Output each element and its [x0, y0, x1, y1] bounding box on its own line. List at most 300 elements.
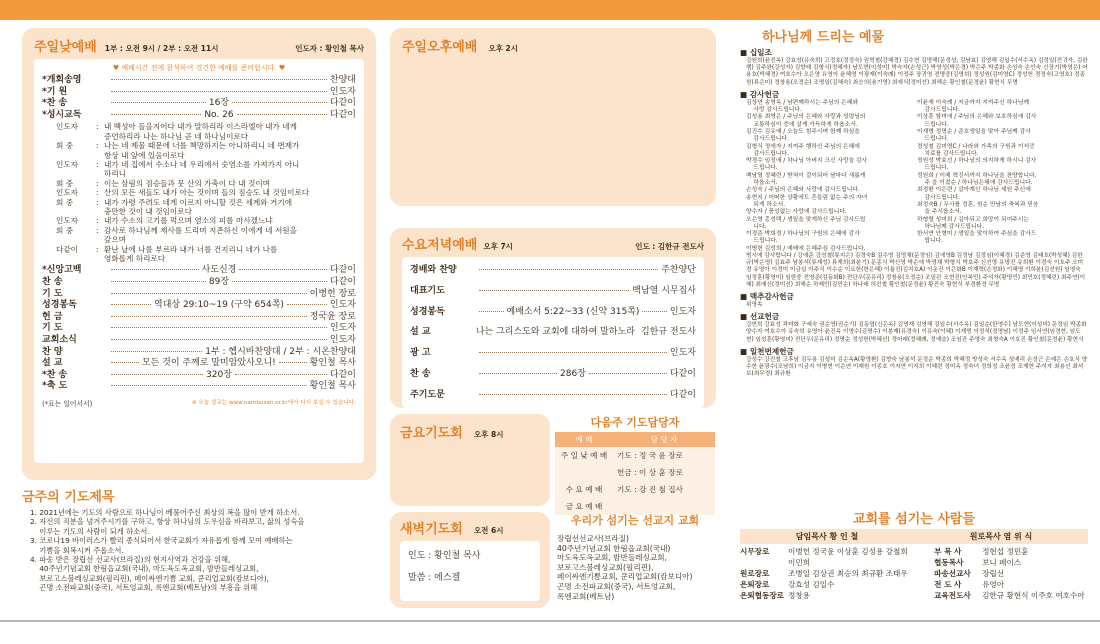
leader-dots — [239, 269, 327, 270]
leader-dots — [111, 293, 307, 294]
list-item: 치료를 감사드립니다. — [917, 150, 979, 157]
responsive-sep — [96, 207, 104, 216]
list-item: 김성용 최영은 / 주님의 은혜와 사랑과 성령님의 — [746, 114, 866, 121]
responsive-sep: : — [96, 141, 99, 151]
morning-preacher: 인도자 : 황인철 목사 — [295, 44, 364, 53]
leader-dots — [479, 311, 504, 312]
prayer-topics — [22, 486, 376, 593]
order-item: 16장 — [208, 98, 230, 109]
order-label: 설 교 — [410, 327, 431, 338]
staff-names: 정창용 — [788, 591, 811, 600]
leader-dots — [111, 316, 307, 317]
order-row — [42, 75, 356, 87]
leader-dots — [479, 352, 667, 353]
standing-footnote: (*표는 일어서서) — [42, 400, 93, 408]
leader-dots — [235, 374, 327, 375]
leader-dots — [111, 374, 203, 375]
staff-row — [740, 546, 928, 557]
order-person: 다같이 — [669, 389, 696, 400]
prayer-title: 금주의 기도제목 — [22, 490, 115, 505]
afternoon-time: 오후 2시 — [488, 44, 519, 53]
order-person: 다같이 — [329, 277, 356, 288]
staff-names: 조병일 김상권 최승의 최규환 조태우 — [788, 569, 908, 578]
list-item: 장립선선교사(브라질) — [557, 534, 629, 543]
list-item: 보로고스블레싱교회(필리핀), 페이싸엔기쁨 교회, 쿤리업교회(캄보디아), — [30, 573, 269, 583]
leader-dots — [111, 351, 202, 352]
staff-names: 유영아 — [982, 580, 1005, 589]
responsive-sep: : — [96, 178, 99, 188]
responsive-text: 내가 가령 주려도 네게 이르지 아니할 것은 세계와 거기에 — [104, 197, 293, 207]
order-person: 백남열 시무집사 — [632, 285, 696, 296]
responsive-text: 갚으며 — [104, 235, 127, 245]
responsive-speaker — [56, 151, 96, 160]
leader-dots — [232, 281, 327, 282]
afternoon-title: 주일오후예배 — [402, 40, 478, 55]
thanks-title: ■ 감사헌금 — [740, 89, 780, 99]
fri-time: 오후 8시 — [473, 430, 504, 439]
list-item: 마도육도옥교회, 밤반들레싱교회, — [557, 553, 667, 563]
order-row — [42, 277, 356, 289]
responsive-line — [42, 188, 356, 197]
list-item: 1. 2021년에는 기도의 사람으로 하나님이 베풀어주신 최상의 복을 많이 받게 하소서. — [30, 508, 300, 517]
responsive-speaker: 회 중 — [56, 178, 74, 188]
order-label: *축 도 — [42, 381, 68, 392]
order-person: 김한규 전도사 — [640, 327, 696, 338]
order-item: 역대상 29:10~19 (구약 654쪽) — [154, 300, 284, 311]
list-item: 정원성 박효선 / 하나님의 의지하게 하시니 감사 — [917, 158, 1037, 165]
senior-pastor: 담임목사 황 인 철 — [795, 532, 859, 541]
responsive-text: 내가 수소의 고기를 먹으며 염소의 피를 마시겠느냐 — [104, 216, 273, 226]
duty-person: 기도 : 강 진 철 집사 — [617, 485, 683, 494]
duty-person: 헌금 : 이 상 훈 장로 — [617, 468, 683, 477]
leader-dots — [589, 373, 667, 374]
morning-service-panel — [22, 28, 376, 480]
list-item: 김상연 송영옥 / 남편께하시는 주님의 은혜와 — [746, 99, 858, 106]
staff-row — [934, 579, 1088, 590]
order-label: 광 고 — [410, 348, 431, 359]
list-item: 이재명 정명순 / 준호생일을 맞아 주님께 감사 — [917, 129, 1031, 135]
responsive-speaker: 인도자 — [56, 216, 79, 226]
list-item: 정성철 김미영C / 나라와 가족의 구원과 이석증 — [917, 143, 1035, 150]
list-item: 4. 파송 받은 장립선 선교사(브라질)의 현지사역과 건강을 위해, — [30, 555, 231, 565]
staff-names: 보니 페이스 — [982, 558, 1022, 567]
order-row — [410, 343, 696, 364]
leader-dots — [111, 385, 307, 386]
list-item: 하형렬 성미희 / 김아되고 희망이 되어주시는 — [917, 216, 1029, 223]
dawn-title: 새벽기도회 — [400, 522, 463, 537]
order-row — [410, 302, 696, 323]
responsive-text: 환난 날에 나를 부르라 내가 너를 건지리니 네가 나를 — [104, 244, 278, 254]
order-item: 예배소서 5:22~33 (신약 315쪽) — [506, 306, 640, 317]
dawn-service-panel — [390, 512, 550, 608]
mission-offering-title: ■ 선교헌금 — [740, 312, 780, 322]
tithe-title: ■ 십일조 — [740, 48, 772, 57]
duty-head-person: 담 당 자 — [650, 435, 678, 444]
list-item: 이루는 기도의 사람이 되게 하소서. — [30, 526, 150, 536]
wed-order — [402, 257, 704, 408]
afternoon-service-panel — [390, 28, 716, 206]
list-item: 이상훈 함미애 / 주님의 은혜와 보호하심에 감사 — [917, 114, 1037, 121]
duty-table — [555, 432, 715, 515]
prayer-duty — [555, 414, 715, 515]
responsive-speaker — [56, 235, 96, 244]
responsive-speaker: 인도자 — [56, 188, 79, 198]
list-item: 보로고스블레싱교회(필리핀), — [557, 562, 654, 572]
list-item: 록엔교회(베트남) — [557, 591, 615, 601]
responsive-speaker — [56, 132, 96, 141]
order-label: 헌 금 — [42, 311, 63, 322]
list-item: 사랑 감사드립니다. — [746, 107, 802, 114]
order-person: 황인철 목사 — [309, 358, 357, 369]
wednesday-service-panel — [390, 228, 716, 408]
responsive-text: 나는 네 제물 때문에 너를 책망하지는 아니하리니 네 번제가 — [104, 141, 300, 151]
mission-churches — [555, 512, 715, 601]
list-item: 하옵소서. — [746, 180, 778, 187]
dawn-time: 오전 6시 — [473, 526, 504, 535]
list-item: 양수자 / 풍성없는 사랑에 감사드립니다. — [746, 209, 847, 216]
order-label: 설 교 — [42, 358, 63, 369]
staff-role: 은퇴협동장로 — [740, 591, 785, 600]
tithe-list: 강원희(윤진옥) 강효성(유숙희) 고정호(정정숙) 권혁철(강혜경) 김수현 김명해(문정성, 김남효) 김영해 김일수(서수옥) 김정일(전귀자, 김완램) 김주완(강성자) 김향래 김형식(정혜자) 남도현(이성미) 박숙자(손성근) 박영성(박은경) 박은주 박종화 손성숙 손인숙 신장기(박영은) 어용호(박혜경) 여호수아 오은영 유영아 윤혜영 이광재(이숙례) 이정주 장귀영 전명중(김영희) 정성원(김미영C) 정성헌 정정숙(고영호) 정종원(류은미) 정창용(오정순) 조명일(김혜숙) 최승의(용기영) 최예식(정미선) 최해순 황인철(문정윤) 황현식 무명 — [746, 58, 1088, 86]
responsive-sep — [96, 254, 104, 263]
staff-names: 강효성 김일수 — [788, 580, 835, 589]
staff-role: 교육전도사 — [934, 591, 971, 600]
order-label: 경배와 찬양 — [410, 265, 457, 275]
list-item: 감사드립니다. — [917, 194, 960, 201]
fri-title: 금요기도회 — [400, 426, 463, 441]
order-person: 다같이 — [329, 265, 356, 276]
list-item: 3. 코로나19 바이러스가 빨리 종식되어서 한국교회가 자유롭게 함께 모여 예배하는 — [30, 536, 293, 546]
website-notice[interactable]: ※ 오늘 설교는 www.nambusan.or.kr에서 다시 보실 수 있습니다. — [191, 400, 356, 406]
staff-row — [934, 546, 1088, 557]
responsive-sep: : — [96, 122, 99, 132]
staff-role: 협동목사 — [934, 558, 964, 567]
order-label: 성경봉독 — [42, 300, 77, 311]
responsive-sep: : — [96, 244, 99, 254]
list-item: 최경환 이은련 / 살아계신 하나님 세원 주신에 — [917, 187, 1031, 194]
leader-dots — [111, 339, 327, 340]
list-item: 2. 자신의 직분을 넘겨주시기를 구하고, 항상 하나님의 도우심을 바라보고, 삶의 성숙을 — [30, 517, 305, 527]
order-person: 황인철 목사 — [309, 381, 356, 392]
responsive-sep: : — [96, 160, 99, 169]
list-item: 드립니다. — [746, 165, 778, 172]
offerings-title: 하나님께 드리는 예물 — [762, 30, 885, 45]
list-item: 곤명 소전파교회(중국), 서트엉교회, — [557, 581, 676, 591]
responsive-sep — [96, 132, 104, 141]
staff-names: 김한규 황현식 이주호 여호수아 — [982, 591, 1085, 600]
leader-dots — [479, 290, 629, 291]
thanks-right — [917, 100, 1088, 253]
order-row — [42, 87, 356, 99]
list-item: 주 을 이겼순 / 하나님은혜에 감사드립니다. — [917, 180, 1033, 187]
list-item: 드립니다. — [917, 121, 949, 128]
dawn-leader: 인도 : 황인철 목사 — [408, 551, 481, 561]
leader-dots — [479, 269, 658, 270]
order-person: 정국윤 장로 — [309, 311, 356, 322]
dawn-word: 말씀 : 에스겔 — [408, 573, 461, 583]
order-row — [42, 370, 356, 382]
responsive-sep: : — [96, 188, 99, 198]
leader-dots — [111, 362, 139, 363]
responsive-speaker — [56, 254, 96, 263]
leader-dots — [111, 114, 201, 115]
leader-dots — [279, 362, 307, 363]
list-item: 하나님께 감사드립니다. — [917, 223, 985, 230]
staff-row — [740, 590, 928, 601]
order-person: 인도자 — [329, 335, 356, 346]
responsive-line — [42, 216, 356, 225]
duty-row — [555, 447, 715, 464]
order-row — [42, 98, 356, 110]
list-item: 손성숙 / 주님의 은혜와 사랑에 감사드립니다. — [746, 187, 860, 194]
order-row — [42, 265, 356, 277]
order-row — [42, 335, 356, 347]
duty-service: 금 요 예 배 — [565, 502, 603, 511]
list-item: 교통하심이 중에 살게 가득하게 하옵소서. — [746, 121, 858, 128]
leader-dots — [287, 304, 327, 305]
order-label: 주기도문 — [410, 389, 445, 400]
staff-names: 이민희 — [788, 558, 811, 567]
order-person: 다같이 — [329, 98, 356, 109]
responsive-sep — [96, 169, 104, 178]
order-label: 교회소식 — [42, 335, 77, 346]
staff-names: 이병헌 정국윤 이상훈 김성용 강철희 — [788, 547, 908, 556]
order-person: 다같이 — [329, 369, 356, 380]
responsive-text: 이는 삼림의 짐승들과 뭇 산의 가축이 다 내 것이며 — [104, 178, 271, 188]
duty-title: 다음주 기도담당자 — [590, 416, 680, 429]
top-bar — [0, 0, 1100, 20]
morning-times: 1부 : 오전 9시 / 2부 : 오전 11시 — [104, 44, 219, 53]
leader-dots — [232, 102, 327, 103]
order-row — [42, 312, 356, 324]
list-item: 되게 하소서. — [746, 201, 786, 208]
list-item: 을 주시옵소서. — [917, 209, 962, 216]
duty-person: 기도 : 정 국 윤 장로 — [617, 451, 683, 460]
list-item: 오은영 홍성택 / 생일을 맞게하신 주님 감사드립 — [746, 216, 866, 223]
staff-row — [740, 579, 928, 590]
list-item: 김형식 정애자 / 지켜주 행하신 주님의 은혜에 — [746, 143, 860, 150]
list-item: 드립니다. — [746, 238, 778, 245]
list-item: 드립니다. — [917, 165, 949, 172]
responsive-sep — [96, 235, 104, 244]
order-label: *개회송영 — [42, 75, 82, 85]
staff-row — [740, 557, 928, 568]
bottom-divider — [0, 620, 1100, 622]
leader-dots — [237, 114, 327, 115]
leader-dots — [479, 394, 667, 395]
responsive-text: 충만한 것이 내 것임이로다 — [104, 207, 192, 217]
responsive-text: 증언하리라 나는 하나님 곧 네 하나님이로다 — [104, 131, 249, 141]
order-item: 89장 — [208, 277, 230, 288]
order-row — [410, 364, 696, 385]
responsive-speaker: 회 중 — [56, 225, 74, 235]
duty-service: 수 요 예 배 — [565, 485, 603, 494]
order-row — [42, 110, 356, 122]
order-person: 인도자 — [669, 348, 696, 359]
list-item: 페이싸엔기쁨교회, 쿤리업교회(캄보디아) — [557, 572, 693, 582]
responsive-speaker: 인도자 — [56, 160, 79, 169]
order-person: 다같이 — [669, 368, 696, 379]
morning-title: 주일낮예배 — [34, 40, 97, 55]
list-item: 감사드립니다. — [746, 150, 789, 157]
leader-dots — [642, 311, 667, 312]
order-row — [42, 381, 356, 393]
staff-names: 장립선 — [982, 569, 1005, 578]
responsive-text: 내가 네 집에서 수소나 네 우리에서 숫염소를 가져가지 아니 — [104, 160, 300, 169]
staff-role: 시무장로 — [740, 547, 770, 556]
list-item: 감사드립니다. — [746, 136, 789, 143]
staff-row — [934, 568, 1088, 579]
staff-row — [934, 590, 1088, 601]
order-row — [42, 300, 356, 312]
staff-section — [740, 508, 1088, 601]
responsive-line — [42, 245, 356, 254]
order-person: 인도자 — [329, 323, 356, 334]
leader-dots — [111, 304, 151, 305]
order-item: 286장 — [560, 368, 586, 379]
responsive-sep — [96, 151, 104, 160]
duty-row — [555, 481, 715, 498]
staff-title: 교회를 섬기는 사람들 — [852, 512, 976, 527]
leader-dots — [111, 281, 206, 282]
responsive-text: 산의 모든 새들도 내가 아는 것이며 들의 짐승도 내 것임이로다 — [104, 188, 310, 198]
duty-row — [555, 464, 715, 481]
prayer-list — [22, 508, 376, 593]
wed-time: 오후 7시 — [483, 242, 513, 251]
order-item: 모든 것이 주께로 말미암았사오니! — [141, 358, 276, 369]
responsive-speaker — [56, 169, 96, 178]
list-item: 립니다. — [917, 238, 944, 245]
list-item: 정원희 / 이제 혁진서까지 하나님을 찬양합니다. — [917, 172, 1037, 179]
staff-row — [934, 557, 1088, 568]
order-person: 찬양대 — [329, 75, 356, 85]
staff-left — [740, 546, 928, 601]
responsive-line — [42, 179, 356, 188]
order-person: 주찬양단 — [661, 265, 696, 275]
emeritus-pastor: 원로목사 염 위 식 — [969, 532, 1033, 541]
responsive-line — [42, 198, 356, 207]
order-row — [42, 358, 356, 370]
order-label: 찬 양 — [42, 346, 63, 357]
responsive-speaker: 회 중 — [56, 197, 74, 207]
morning-order-bottom — [42, 265, 356, 393]
order-person: 인도자 — [329, 86, 356, 97]
leader-dots — [111, 91, 327, 92]
friday-service-panel — [390, 414, 550, 506]
leader-dots — [479, 373, 557, 374]
list-item: 한서연 안형미 / 생일을 맞이하여 주심을 감사드 — [917, 231, 1037, 238]
responsive-text: 하리니 — [104, 169, 127, 179]
order-person: 다같이 — [329, 109, 357, 120]
leader-dots — [111, 102, 206, 103]
responsive-line — [42, 132, 356, 141]
missions-title: 우리가 섬기는 선교지 교회 — [570, 514, 700, 527]
harvest-list: 위영속 — [746, 302, 763, 309]
staff-role: 은퇴장로 — [740, 580, 770, 589]
responsive-text: 감사로 하나님께 제사를 드리며 지존하신 이에게 네 서원을 — [104, 225, 297, 235]
responsive-text: 내 백성아 들을지어다 내가 말하리라 이스라엘아 내가 네게 — [104, 122, 297, 132]
responsive-text: 영화롭게 하리로다 — [104, 254, 166, 264]
list-item: 드립니다. — [917, 136, 949, 143]
list-item: 이병헌 김성희 / 예배에 은혜주심 감사드립니다. — [746, 245, 866, 252]
duty-service — [555, 464, 613, 481]
missions-list — [555, 534, 715, 601]
responsive-speaker: 다같이 — [56, 244, 79, 254]
thanks-left — [746, 100, 917, 253]
order-item: 사도신경 — [201, 265, 237, 276]
list-item: 이경준 박희경 / 하나님의 구원의 은혜에 감사 — [746, 231, 860, 238]
order-item: 1부 : 헵시바찬양대 / 2부 : 시온찬양대 — [205, 346, 356, 357]
list-item: 김진수 김유예 / 오늘도 힘주시며 함께 하심을 — [746, 129, 860, 135]
morning-order-top — [42, 75, 356, 121]
leader-dots — [111, 327, 327, 328]
order-label: 기 도 — [42, 323, 63, 334]
staff-role: 원로장로 — [740, 569, 770, 578]
list-item: 40주년기념교회 한림읍교회(국내), 마도육도옥교회, 밤반들레싱교회, — [30, 564, 259, 574]
staff-role: 파송선교사 — [934, 569, 971, 578]
list-item: 곤명 소전파교회(중국), 서트엉교회, 록엔교회(베트남)의 부흥을 위해 — [30, 583, 258, 593]
responsive-sep: : — [96, 225, 99, 235]
list-item: 박경수 임정애 / 하나님 아버지 크신 사랑을 감사 — [746, 158, 868, 165]
order-item: 320장 — [206, 369, 232, 380]
thanks-tail: 범시에 감사합니다 / 강에준 강성철(류지은) 김경숙B 김수영 김영채(문정임) 김에영B 김정남 김정심(이혜경) 김준영 김태호(박성혜) 김한규(박은영) 김효주 남봉석(류재성) 류재희(최윤기) 문종식 박신영 박순애 박영채 박형식 박호주 신선영 유명진 유희환 이경숙 이호주 오미경 유영아 이경미 이금실 이주식 이수순 이요한(한은혜) 이율진(김지호A) 이운진 이은화B 이재혁(손정화) 이혜영 이희윤(김선원) 임영숙 임정훈(황영미) 임한중 전영준(김동화B) 전단우(문유리) 정창용(오정순) 조일관 조현진(인복민) 주석자(황명민) 최민호(정혜린) 최주연(이혜) 최예신(정미선) 최해순 하제민(김민순) 하나래 허진철 황인철(문정윤) 황진숙 황현식 부경환경 무명 — [746, 253, 1086, 288]
responsive-speaker: 회 중 — [56, 141, 74, 151]
order-item: No. 26 — [204, 109, 234, 120]
leader-dots — [111, 79, 327, 80]
order-row — [410, 260, 696, 281]
order-label: 찬 송 — [42, 277, 63, 288]
responsive-speaker: 인도자 — [56, 122, 79, 132]
list-item: 니다. — [746, 223, 767, 230]
list-item: 송현지 / 어떠한 상황에도 흔들림 없는 주의 자녀 — [746, 194, 868, 201]
order-label: 찬 송 — [410, 368, 431, 379]
staff-right — [928, 546, 1088, 601]
list-item: 기쁨을 회복시켜 주옵소서. — [30, 545, 124, 555]
responsive-line — [42, 160, 356, 169]
wed-title: 수요저녁예배 — [402, 238, 478, 253]
responsive-reading — [42, 122, 356, 263]
responsive-line — [42, 151, 356, 160]
list-item: 백남열 정혜련 / 받쳐이 걸이되어 남마다 새롭게 — [746, 172, 866, 179]
responsive-line — [42, 122, 356, 131]
order-row — [410, 385, 696, 406]
staff-role: 부 목 사 — [934, 547, 962, 556]
order-item: 나는 그리스도와 교회에 대하여 말하노라 — [475, 327, 635, 338]
order-row — [42, 323, 356, 335]
list-item: 감사드립니다. — [917, 107, 960, 114]
staff-row — [740, 568, 928, 579]
mercy-list: 강성수 강진철 고후남 김두용 김성미 김순옥A(황영환) 김향숙 남봉석 문정순 박종희 박혜정 방성숙 서수옥 성예리 손성근 손예은 손호식 양수현 윤광수(조남희) 이금지 이병현 이순연 이재원 이종호 이지연 이지희 이혜련 정미옥 정숙녀 정희정 조윤정 조재현 주석자 최용선 최석보(최무경) 최규환 — [746, 356, 1088, 378]
order-person: 인도자 — [329, 300, 357, 311]
staff-role: 전 도 사 — [934, 580, 962, 589]
responsive-line — [42, 169, 356, 178]
order-label: *신앙고백 — [42, 265, 82, 276]
mission-offering-list: 강현희 강효성 곽미화 구예숙 권순영(권순기) 김동엽(신은옥) 김명재 김영해 김일수(서수옥) 김일순(한영수) 남도현(이성미) 문정임 박종화 양수자 여호수아 유숙희 유영아 윤진옥 이명수(김명수) 이봉재(유경숙) 이유숙(이혜) 이재명 이정석(정영남) 이정주 임서연(임경현, 임도현) 임성훈(황영미) 전단우(문유리) 정명순 정성헌(박혜선) 정어래(정혜례, 정예슬) 조임관 주영숙 최형숙A 이호진 황인철(문정윤) 황현식 — [746, 322, 1087, 343]
order-label: 성경봉독 — [410, 306, 445, 317]
staff-role — [740, 557, 788, 568]
order-label: 대표기도 — [410, 285, 445, 296]
order-row — [410, 322, 696, 343]
responsive-text: 항상 내 앞에 있음이로다 — [104, 150, 185, 160]
responsive-line — [42, 226, 356, 235]
order-label: *찬 송 — [42, 98, 68, 109]
morning-notice: ♥ 예배시간 전에 참석하여 경건한 예배를 준비합시다. ♥ — [112, 64, 286, 72]
wed-leader: 인도 : 김한규 전도사 — [635, 242, 704, 251]
duty-service: 주 일 낮 예 배 — [560, 451, 608, 460]
order-label: 기 도 — [42, 288, 63, 299]
order-label: *기 원 — [42, 86, 68, 97]
offerings-section — [740, 22, 1088, 378]
